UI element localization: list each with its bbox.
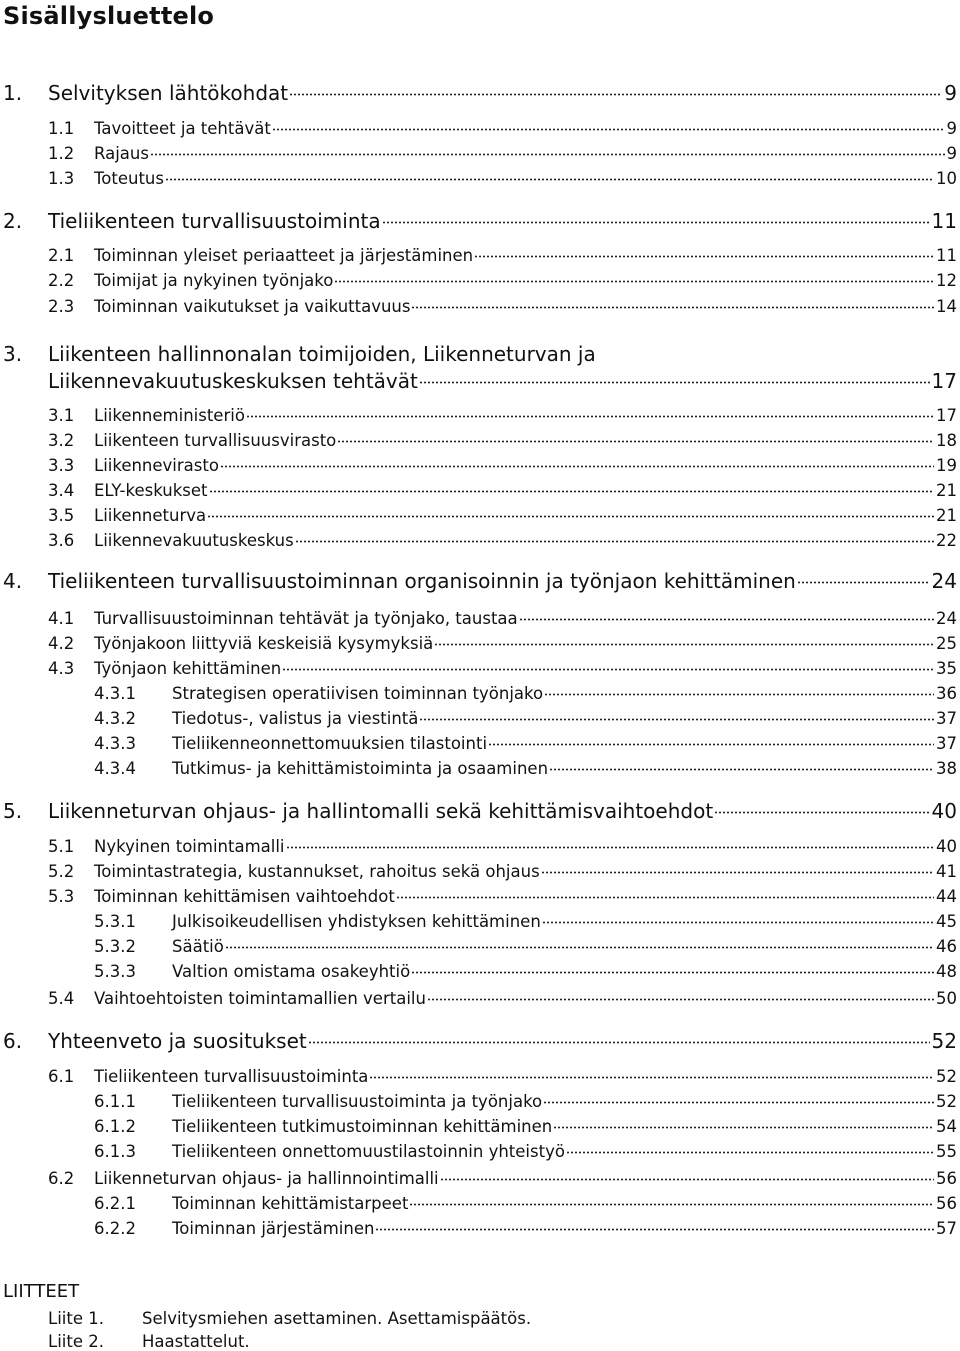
toc-entry-level-3[interactable] [94,1143,957,1162]
toc-title: Toimijat ja nykyinen työnjako [94,271,334,290]
appendix-text: Selvitysmiehen asettaminen. Asettamispäätös. [142,1309,532,1328]
toc-title: Toimintastrategia, kustannukset, rahoitus sekä ohjaus [94,862,540,881]
toc-title: Tieliikenteen turvallisuustoiminta ja työnjako [172,1092,543,1111]
appendices-heading: LIITTEET [3,1281,80,1302]
toc-title: Rajaus [94,144,149,163]
toc-page-number: 56 [936,1169,957,1188]
toc-number: 4.3.2 [94,709,136,728]
toc-page-number: 25 [936,634,957,653]
dot-leader [474,253,934,258]
toc-page-number: 9 [946,144,957,163]
dot-leader [409,1201,934,1206]
toc-page-number: 36 [936,684,957,703]
toc-page-number: 37 [936,709,957,728]
appendix-item [48,1332,250,1351]
dot-leader [225,944,934,949]
toc-page-number: 14 [936,297,957,316]
toc-title: ELY-keskukset [94,481,208,500]
toc-page-number: 48 [936,962,957,981]
dot-leader [289,90,942,96]
dot-leader [209,488,935,493]
dot-leader [440,1176,934,1181]
toc-title: Tieliikenteen turvallisuustoiminta [94,1067,369,1086]
toc-entry-level-3[interactable] [94,963,957,982]
toc-entry-level-2[interactable] [48,432,957,451]
toc-number: 6.1.1 [94,1092,136,1111]
toc-title: Julkisoikeudellisen yhdistyksen kehittäminen [172,912,541,931]
toc-entry-level-3[interactable] [94,1118,957,1137]
toc-title: Turvallisuustoiminnan tehtävät ja työnjako, taustaa [94,609,518,628]
toc-number: 1.1 [48,119,75,138]
toc-number: 5.1 [48,837,75,856]
toc-number: 3.5 [48,506,75,525]
toc-title: Liikenneturva [94,506,207,525]
toc-entry-level-2[interactable] [48,990,957,1009]
dot-leader [272,126,945,131]
dot-leader [427,996,934,1001]
toc-number: 5.3.3 [94,962,136,981]
toc-page-number: 18 [936,431,957,450]
toc-entry-level-1[interactable] [3,1030,957,1053]
toc-number: 2.1 [48,246,75,265]
dot-leader [541,869,934,874]
toc-title: Toiminnan yleiset periaatteet ja järjestäminen [94,246,474,265]
toc-title: Tiedotus-, valistus ja viestintä [172,709,419,728]
toc-entry-level-3[interactable] [94,938,957,957]
dot-leader [207,513,934,518]
toc-page-number: 40 [931,799,957,823]
toc-number: 3. [3,342,23,366]
toc-entry-level-2[interactable] [48,1170,957,1189]
dot-leader [434,641,934,646]
toc-page-number: 11 [936,246,957,265]
toc-title: Tavoitteet ja tehtävät [94,119,271,138]
toc-title: Vaihtoehtoisten toimintamallien vertailu [94,989,426,1008]
toc-title: Liikennevakuutuskeskus [94,531,294,550]
toc-title: Liikenteen hallinnonalan toimijoiden, Liikenneturvan ja [48,342,596,366]
toc-page-number: 40 [936,837,957,856]
dot-leader [220,463,934,468]
appendix-label: Liite 1. [48,1309,104,1328]
toc-page-number: 56 [936,1194,957,1213]
toc-entry-level-3[interactable] [94,760,957,779]
toc-title: Tieliikenteen onnettomuustilastoinnin yhteistyö [172,1142,565,1161]
dot-leader [488,741,934,746]
toc-entry-level-3[interactable] [94,735,957,754]
toc-entry-level-3[interactable] [94,913,957,932]
dot-leader [549,766,934,771]
toc-entry-level-3[interactable] [94,1220,957,1239]
toc-title: Tieliikenteen turvallisuustoiminnan organisoinnin ja työnjaon kehittäminen [48,569,796,593]
toc-page-number: 37 [936,734,957,753]
dot-leader [419,716,934,721]
toc-entry-level-2[interactable] [48,145,957,164]
toc-number: 4.3 [48,659,75,678]
dot-leader [553,1124,934,1129]
dot-leader [337,438,934,443]
dot-leader [566,1149,934,1154]
dot-leader [519,616,934,621]
toc-title: Strategisen operatiivisen toiminnan työnjako [172,684,544,703]
toc-title-continuation: Liikennevakuutuskeskuksen tehtävät [48,369,418,393]
toc-number: 4.3.1 [94,684,136,703]
toc-title: Toiminnan kehittämisen vaihtoehdot [94,887,395,906]
toc-entry-level-3[interactable] [94,1093,957,1112]
toc-entry-level-2[interactable] [48,407,957,426]
toc-number: 4.1 [48,609,75,628]
dot-leader [369,1074,934,1079]
dot-leader [714,808,929,814]
toc-title: Liikenneministeriö [94,406,245,425]
toc-number: 5.3 [48,887,75,906]
dot-leader [286,844,934,849]
toc-page-number: 11 [931,209,957,233]
page-title: Sisällysluettelo [3,2,215,30]
dot-leader [542,919,934,924]
toc-page-number: 17 [931,369,957,393]
toc-number: 4.3.3 [94,734,136,753]
dot-leader [419,378,930,384]
toc-title: Työnjakoon liittyviä keskeisiä kysymyksiä [94,634,434,653]
toc-entry-level-2[interactable] [48,457,957,476]
toc-number: 1.2 [48,144,75,163]
toc-entry-level-2[interactable] [48,532,957,551]
toc-entry-level-2[interactable] [48,120,957,139]
toc-entry-level-2[interactable] [48,635,957,654]
toc-page-number: 24 [936,609,957,628]
toc-title: Valtion omistama osakeyhtiö [172,962,411,981]
dot-leader [165,176,934,181]
toc-number: 4.3.4 [94,759,136,778]
toc-page-number: 57 [936,1219,957,1238]
toc-number: 2.3 [48,297,75,316]
dot-leader [295,538,934,543]
toc-number: 2. [3,209,23,233]
dot-leader [411,304,934,309]
toc-number: 2.2 [48,271,75,290]
toc-number: 6.1.2 [94,1117,136,1136]
toc-entry-level-2[interactable] [48,298,957,317]
toc-number: 3.3 [48,456,75,475]
toc-title: Toiminnan järjestäminen [172,1219,375,1238]
dot-leader [544,691,934,696]
toc-page-number: 50 [936,989,957,1008]
toc-entry-level-1[interactable] [3,210,957,233]
toc-page-number: 12 [936,271,957,290]
toc-title: Säätiö [172,937,224,956]
toc-entry-level-2[interactable] [48,838,957,857]
toc-number: 5.3.1 [94,912,136,931]
toc-entry-continuation[interactable] [48,370,957,393]
toc-page-number: 41 [936,862,957,881]
toc-entry-level-1[interactable] [3,570,957,593]
dot-leader [282,666,934,671]
appendix-label: Liite 2. [48,1332,104,1351]
toc-number: 5.3.2 [94,937,136,956]
toc-number: 5.4 [48,989,75,1008]
toc-page-number: 44 [936,887,957,906]
toc-title: Yhteenveto ja suositukset [48,1029,307,1053]
toc-page-number: 22 [936,531,957,550]
toc-number: 5. [3,799,23,823]
toc-page-number: 17 [936,406,957,425]
toc-title: Nykyinen toimintamalli [94,837,285,856]
toc-title: Toiminnan kehittämistarpeet [172,1194,409,1213]
toc-page-number: 35 [936,659,957,678]
toc-number: 3.2 [48,431,75,450]
toc-number: 6.2.2 [94,1219,136,1238]
toc-number: 1.3 [48,169,75,188]
toc-entry-level-2[interactable] [48,888,957,907]
toc-entry-level-1[interactable] [3,343,957,366]
toc-number: 4.2 [48,634,75,653]
toc-title: Selvityksen lähtökohdat [48,81,289,105]
toc-entry-level-3[interactable] [94,685,957,704]
toc-page-number: 9 [944,81,957,105]
toc-page-number: 19 [936,456,957,475]
toc-page-number: 52 [936,1067,957,1086]
toc-page-number: 45 [936,912,957,931]
toc-page-number: 38 [936,759,957,778]
toc-entry-level-2[interactable] [48,863,957,882]
toc-page-number: 24 [931,569,957,593]
toc-page-number: 52 [931,1029,957,1053]
dot-leader [382,218,930,224]
toc-page-number: 55 [936,1142,957,1161]
toc-title: Tieliikenteen turvallisuustoiminta [48,209,381,233]
toc-entry-level-3[interactable] [94,710,957,729]
toc-entry-level-1[interactable] [3,82,957,105]
dot-leader [308,1038,930,1044]
toc-title: Toiminnan vaikutukset ja vaikuttavuus [94,297,411,316]
toc-entry-level-1[interactable] [3,800,957,823]
appendix-item [48,1309,531,1328]
dot-leader [375,1226,934,1231]
dot-leader [396,894,934,899]
toc-number: 3.1 [48,406,75,425]
dot-leader [411,969,934,974]
toc-entry-level-2[interactable] [48,660,957,679]
dot-leader [797,578,930,584]
dot-leader [246,413,934,418]
dot-leader [543,1099,934,1104]
toc-title: Liikenteen turvallisuusvirasto [94,431,337,450]
appendix-text: Haastattelut. [142,1332,250,1351]
toc-entry-level-2[interactable] [48,610,957,629]
toc-number: 3.4 [48,481,75,500]
toc-page-number: 21 [936,506,957,525]
toc-number: 6. [3,1029,23,1053]
toc-entry-level-2[interactable] [48,272,957,291]
toc-number: 6.2 [48,1169,75,1188]
toc-title: Toteutus [94,169,164,188]
toc-entry-level-2[interactable] [48,170,957,189]
toc-title: Liikennevirasto [94,456,219,475]
dot-leader [334,278,934,283]
dot-leader [150,151,945,156]
toc-title: Tutkimus- ja kehittämistoiminta ja osaaminen [172,759,549,778]
toc-page-number: 10 [936,169,957,188]
toc-number: 3.6 [48,531,75,550]
toc-page-number: 9 [946,119,957,138]
toc-number: 4. [3,569,23,593]
toc-number: 6.1.3 [94,1142,136,1161]
toc-entry-level-2[interactable] [48,507,957,526]
toc-title: Työnjaon kehittäminen [94,659,282,678]
toc-title: Tieliikenteen tutkimustoiminnan kehittäminen [172,1117,553,1136]
toc-title: Tieliikenneonnettomuuksien tilastointi [172,734,488,753]
toc-number: 1. [3,81,23,105]
toc-page-number: 52 [936,1092,957,1111]
toc-entry-level-3[interactable] [94,1195,957,1214]
toc-title: Liikenneturvan ohjaus- ja hallinnointimalli [94,1169,439,1188]
toc-number: 6.2.1 [94,1194,136,1213]
toc-page-number: 21 [936,481,957,500]
toc-page-number: 46 [936,937,957,956]
toc-page-number: 54 [936,1117,957,1136]
toc-entry-level-2[interactable] [48,247,957,266]
toc-number: 5.2 [48,862,75,881]
toc-number: 6.1 [48,1067,75,1086]
toc-entry-level-2[interactable] [48,482,957,501]
toc-title: Liikenneturvan ohjaus- ja hallintomalli sekä kehittämisvaihtoehdot [48,799,714,823]
toc-entry-level-2[interactable] [48,1068,957,1087]
